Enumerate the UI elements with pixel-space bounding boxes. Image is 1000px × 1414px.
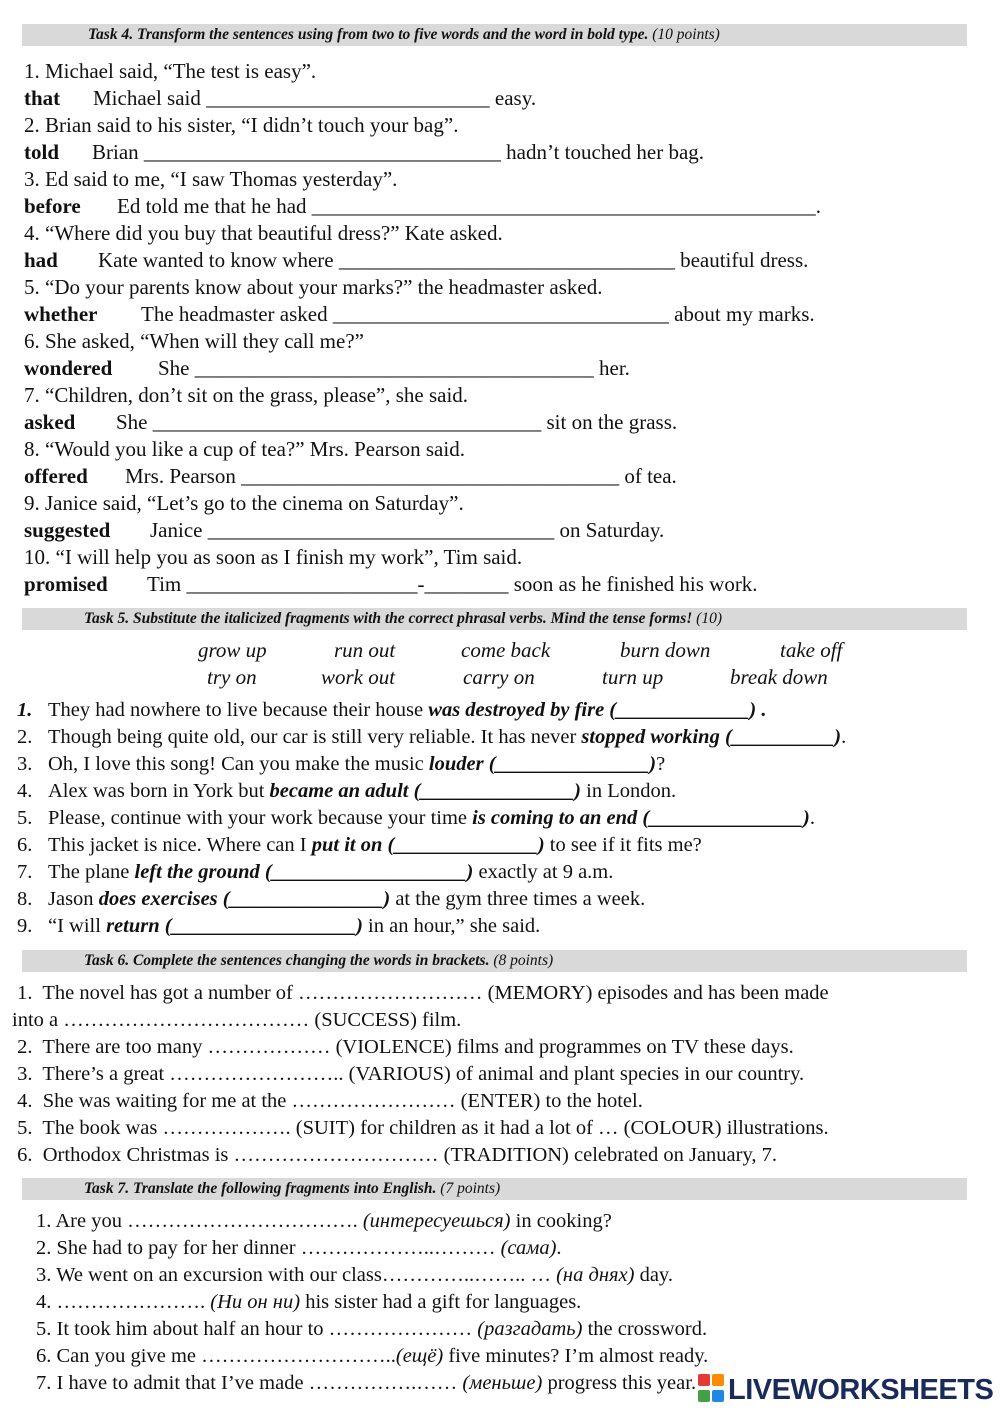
sentence-text: 6. Can you give me ……………………….. <box>36 1345 396 1367</box>
task7-title: Task 7. Translate the following fragments into English. <box>84 1180 437 1197</box>
sentence-text: 1. Michael said, “The test is easy”. <box>24 59 317 83</box>
bank-word: work out <box>321 665 396 689</box>
transform-prompt <box>24 139 984 166</box>
sentence-end: progress this year. <box>542 1372 697 1394</box>
sentence-text: 8. “Would you like a cup of tea?” Mrs. Pearson said. <box>24 437 465 461</box>
phrasal-verb-item <box>17 697 992 724</box>
item-number: 3. <box>17 753 33 775</box>
task6-points: (8 points) <box>493 952 554 969</box>
liveworksheets-logo-icon <box>696 1372 726 1406</box>
sentence-text: 5. “Do your parents know about your marks?” the headmaster asked. <box>24 275 603 299</box>
russian-fragment: (меньше) <box>462 1372 543 1394</box>
item-number: 1. <box>17 699 33 721</box>
logo-tile <box>712 1374 724 1386</box>
sentence-text: 3. Ed said to me, “I saw Thomas yesterday”. <box>24 167 398 191</box>
keyword: that <box>24 86 61 110</box>
prompt-text: Michael said ___________________________ easy. <box>93 86 537 110</box>
sentence-text: Oh, I love this song! Can you make the music <box>48 753 429 775</box>
sentence-end: . <box>841 726 847 748</box>
item-number: 7. <box>17 861 33 883</box>
bank-word: turn up <box>602 665 664 689</box>
sentence-text: 3. We went on an excursion with our class…………..…….. … <box>36 1264 557 1286</box>
keyword: wondered <box>24 356 113 380</box>
sentence-text: This jacket is nice. Where can I <box>48 834 312 856</box>
italicized-fragment: became an adult (_______________) <box>269 780 581 802</box>
prompt-text: She _____________________________________ sit on the grass. <box>116 410 678 434</box>
task4-header <box>22 24 967 46</box>
sentence-end: to see if it fits me? <box>544 834 702 856</box>
item-number: 2. <box>17 726 33 748</box>
sentence-end: day. <box>634 1264 673 1286</box>
bank-word: break down <box>730 665 828 689</box>
sentence-end: in cooking? <box>510 1210 612 1232</box>
task6-sentences <box>12 980 992 1169</box>
transform-prompt <box>24 463 984 490</box>
keyword: promised <box>24 572 108 596</box>
keyword: had <box>24 248 58 272</box>
original-sentence <box>24 166 984 193</box>
logo-tile <box>698 1374 710 1386</box>
word-formation-line: 4. She was waiting for me at the …………………… (ENTER) to the hotel. <box>12 1090 643 1112</box>
sentence-end: ? <box>656 753 666 775</box>
translation-item <box>36 1235 996 1262</box>
phrasal-verb-item <box>17 724 992 751</box>
sentence-text: 1. Are you ……………………………. <box>36 1210 363 1232</box>
sentence-text: 4. …………………. <box>36 1291 211 1313</box>
sentence-text: 7. “Children, don’t sit on the grass, please”, she said. <box>24 383 469 407</box>
sentence-text: 4. “Where did you buy that beautiful dress?” Kate asked. <box>24 221 503 245</box>
original-sentence <box>24 220 984 247</box>
original-sentence <box>24 112 984 139</box>
sentence-text: “I will <box>48 915 107 937</box>
bank-word: grow up <box>198 638 267 662</box>
italicized-fragment: louder (_______________) <box>428 753 657 775</box>
sentence-text: 7. I have to admit that I’ve made …………….…… <box>36 1372 463 1394</box>
prompt-text: Tim ______________________-________ soon as he finished his work. <box>147 572 758 596</box>
item-number: 5. <box>17 807 33 829</box>
task6-title: Task 6. Complete the sentences changing the words in brackets. <box>84 952 490 969</box>
original-sentence <box>24 544 984 571</box>
sentence-text: 2. Brian said to his sister, “I didn’t touch your bag”. <box>24 113 459 137</box>
transform-prompt <box>24 301 984 328</box>
liveworksheets-logo <box>696 1372 996 1410</box>
russian-fragment: (интересуешься) <box>362 1210 511 1232</box>
keyword: asked <box>24 410 76 434</box>
task5-header <box>22 608 967 630</box>
russian-fragment: (сама) <box>500 1237 557 1259</box>
item-number: 9. <box>17 915 33 937</box>
translation-item <box>36 1262 996 1289</box>
russian-fragment: (Ни он ни) <box>210 1291 301 1313</box>
word-formation-line: into a ……………………………… (SUCCESS) film. <box>12 1009 462 1031</box>
phrasal-verb-item <box>17 778 992 805</box>
item-number: 6. <box>17 834 33 856</box>
transform-prompt <box>24 247 984 274</box>
italicized-fragment: return (__________________) <box>106 915 363 937</box>
liveworksheets-wordmark: LIVEWORKSHEETS <box>728 1374 994 1406</box>
sentence-end: the crossword. <box>582 1318 708 1340</box>
task5-title: Task 5. Substitute the italicized fragments with the correct phrasal verbs. Mind the tense forms! <box>84 610 693 627</box>
logo-tile <box>712 1390 724 1402</box>
word-formation-line: 3. There’s a great …………………….. (VARIOUS) of animal and plant species in our country. <box>12 1063 805 1085</box>
word-formation-line: 1. The novel has got a number of ……………………… (MEMORY) episodes and has been made <box>12 982 829 1004</box>
phrasal-verb-item <box>17 805 992 832</box>
bank-word: burn down <box>620 638 711 662</box>
task7-sentences <box>36 1208 996 1397</box>
original-sentence <box>24 436 984 463</box>
sentence-text: The plane <box>48 861 135 883</box>
item-number: 8. <box>17 888 33 910</box>
task4-sentences <box>24 58 984 598</box>
sentence-end: at the gym three times a week. <box>390 888 646 910</box>
transform-prompt <box>24 355 984 382</box>
sentence-end: five minutes? I’m almost ready. <box>443 1345 709 1367</box>
translation-item <box>36 1289 996 1316</box>
translation-item <box>36 1208 996 1235</box>
phrasal-verb-item <box>17 886 992 913</box>
bank-word: run out <box>334 638 396 662</box>
word-formation-line: 2. There are too many ……………… (VIOLENCE) films and programmes on TV these days. <box>12 1036 794 1058</box>
bank-word: take off <box>780 638 843 662</box>
transform-prompt <box>24 409 984 436</box>
sentence-text: 9. Janice said, “Let’s go to the cinema on Saturday”. <box>24 491 464 515</box>
keyword: offered <box>24 464 88 488</box>
logo-tile <box>698 1390 710 1402</box>
italicized-fragment: was destroyed by fire (_____________) . <box>428 699 767 721</box>
task4-points: (10 points) <box>652 26 720 43</box>
transform-prompt <box>24 571 984 598</box>
russian-fragment: (ещё) <box>395 1345 444 1367</box>
bank-word: carry on <box>463 665 535 689</box>
sentence-text: Please, continue with your work because your time <box>48 807 473 829</box>
prompt-text: Ed told me that he had ________________________________________________. <box>117 194 822 218</box>
item-number: 4. <box>17 780 33 802</box>
italicized-fragment: stopped working (__________) <box>581 726 842 748</box>
word-formation-line: 6. Orthodox Christmas is ………………………… (TRADITION) celebrated on January, 7. <box>12 1144 778 1166</box>
original-sentence <box>24 58 984 85</box>
italicized-fragment: put it on (______________) <box>311 834 545 856</box>
sentence-text: 5. It took him about half an hour to ………………… <box>36 1318 478 1340</box>
task7-points: (7 points) <box>440 1180 501 1197</box>
russian-fragment: (на днях) <box>556 1264 635 1286</box>
sentence-text: Alex was born in York but <box>48 780 270 802</box>
russian-fragment: (разгадать) <box>477 1318 583 1340</box>
prompt-text: The headmaster asked ________________________________ about my marks. <box>141 302 815 326</box>
phrasal-verb-item <box>17 832 992 859</box>
sentence-text: 6. She asked, “When will they call me?” <box>24 329 364 353</box>
transform-prompt <box>24 85 984 112</box>
translation-item <box>36 1343 996 1370</box>
keyword: whether <box>24 302 98 326</box>
task6-header <box>22 950 967 972</box>
sentence-text: 10. “I will help you as soon as I finish my work”, Tim said. <box>24 545 523 569</box>
original-sentence <box>24 382 984 409</box>
sentence-text: Though being quite old, our car is still very reliable. It has never <box>48 726 582 748</box>
italicized-fragment: does exercises (_______________) <box>98 888 391 910</box>
task4-title: Task 4. Transform the sentences using from two to five words and the word in bold type. <box>88 26 649 43</box>
keyword: told <box>24 140 60 164</box>
prompt-text: Brian __________________________________ hadn’t touched her bag. <box>92 140 705 164</box>
bank-word: come back <box>461 638 551 662</box>
task5-points: (10) <box>696 610 722 627</box>
original-sentence <box>24 490 984 517</box>
sentence-end: exactly at 9 a.m. <box>473 861 614 883</box>
sentence-end: in London. <box>581 780 677 802</box>
prompt-text: She ______________________________________ her. <box>158 356 630 380</box>
keyword: before <box>24 194 81 218</box>
original-sentence <box>24 328 984 355</box>
prompt-text: Mrs. Pearson ____________________________________ of tea. <box>125 464 677 488</box>
sentence-text: They had nowhere to live because their house <box>48 699 429 721</box>
prompt-text: Kate wanted to know where ________________________________ beautiful dress. <box>98 248 809 272</box>
sentence-text: 2. She had to pay for her dinner ………………..……… <box>36 1237 501 1259</box>
keyword: suggested <box>24 518 111 542</box>
phrasal-verb-item <box>17 859 992 886</box>
sentence-end: his sister had a gift for languages. <box>300 1291 582 1313</box>
italicized-fragment: left the ground (___________________) <box>134 861 474 883</box>
sentence-text: Jason <box>48 888 99 910</box>
italicized-fragment: is coming to an end (_______________) <box>472 807 810 829</box>
transform-prompt <box>24 193 984 220</box>
phrasal-verb-item <box>17 751 992 778</box>
sentence-end: . <box>556 1237 562 1259</box>
word-formation-line: 5. The book was ………………. (SUIT) for children as it had a lot of … (COLOUR) illustrations. <box>12 1117 829 1139</box>
sentence-end: in an hour,” she said. <box>362 915 541 937</box>
translation-item <box>36 1316 996 1343</box>
bank-word: try on <box>207 665 257 689</box>
prompt-text: Janice _________________________________ on Saturday. <box>150 518 665 542</box>
sentence-end: . <box>809 807 815 829</box>
original-sentence <box>24 274 984 301</box>
transform-prompt <box>24 517 984 544</box>
task5-sentences <box>17 697 992 940</box>
phrasal-verb-item <box>17 913 992 940</box>
task7-header <box>22 1178 967 1200</box>
